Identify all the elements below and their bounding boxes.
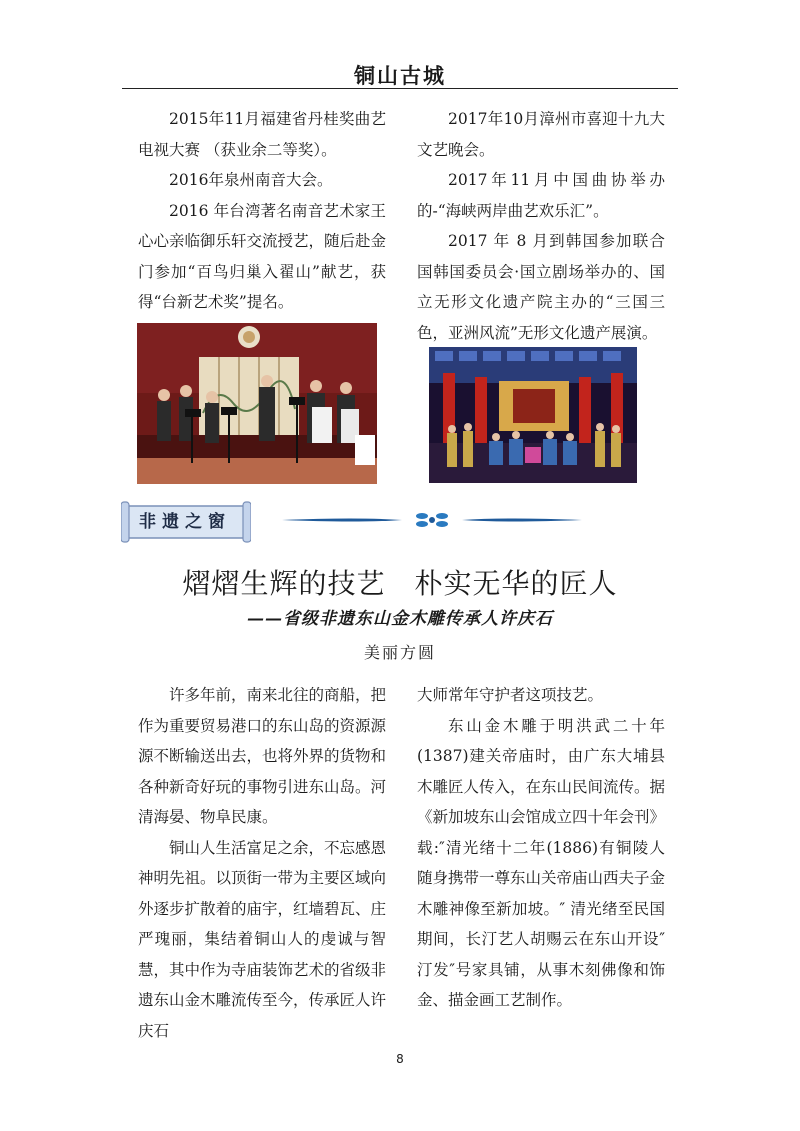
paragraph: 2017年11月中国曲协举办的-“海峡两岸曲艺欢乐汇”。 (417, 171, 665, 220)
decorative-divider-ornament (282, 512, 582, 528)
top-left-column (138, 104, 386, 318)
paragraph: 东山金木雕于明洪武二十年(1387)建关帝庙时，由广东大埔县木雕匠人传入，在东山民间流传。据《新加坡东山会馆成立四十年会刊》载:″清光绪十二年(1886)有铜陵人随身携带一尊东山关帝庙山西夫子金木雕神像至新加坡。″ 清光绪至民国期间，长汀艺人胡赐云在东山开设″汀发″号家具铺，从事木刻佛像和饰金、描金画工艺制作。 (417, 716, 666, 1009)
paragraph: 铜山人生活富足之余，不忘感恩神明先祖。以顶街一带为主要区域向外逐步扩散着的庙宇，红墙碧瓦、庄严瑰丽，集结着铜山人的虔诚与智慧，其中作为寺庙装饰艺术的省级非遗东山金木雕流传至今，传承匠人许庆石 (138, 838, 387, 1040)
paragraph-continuation: 大师常年守护者这项技艺。 (417, 686, 604, 704)
paragraph: 2016 年台湾著名南音艺术家王心心亲临御乐轩交流授艺，随后赴金门参加“百鸟归巢入翟山”献艺，获得“台新艺术奖”提名。 (138, 201, 387, 311)
paragraph: 许多年前，南来北往的商船，把作为重要贸易港口的东山岛的资源源源不断输送出去，也将外界的货物和各种新奇好玩的事物引进东山岛。河清海晏、物阜民康。 (138, 686, 387, 826)
paragraph: 2017 年 8 月到韩国参加联合国韩国委员会·国立剧场举办的、国立无形文化遗产院主办的“三国三色，亚洲风流”无形文化遗产展演。 (417, 232, 665, 342)
paragraph: 2016年泉州南音大会。 (169, 171, 333, 189)
paragraph: 2015年11月福建省丹桂奖曲艺电视大赛 （获业余二等奖）。 (138, 110, 386, 159)
article-subtitle: ——省级非遗东山金木雕传承人许庆石 (247, 609, 553, 629)
top-right-column (417, 104, 665, 348)
running-header-title: 铜山古城 (354, 63, 446, 88)
photo-musicians-performance (137, 323, 377, 484)
article-author: 美丽方圆 (363, 643, 436, 662)
article-left-column (138, 680, 386, 1046)
header-rule (122, 88, 678, 89)
section-banner-label: 非遗之窗 (139, 512, 231, 532)
article-title: 熠熠生辉的技艺 朴实无华的匠人 (182, 567, 618, 600)
article-right-column (417, 680, 665, 1016)
paragraph: 2017年10月漳州市喜迎十九大文艺晚会。 (417, 110, 665, 159)
page-number: 8 (396, 1052, 404, 1066)
photo-stage-performance (429, 347, 637, 483)
